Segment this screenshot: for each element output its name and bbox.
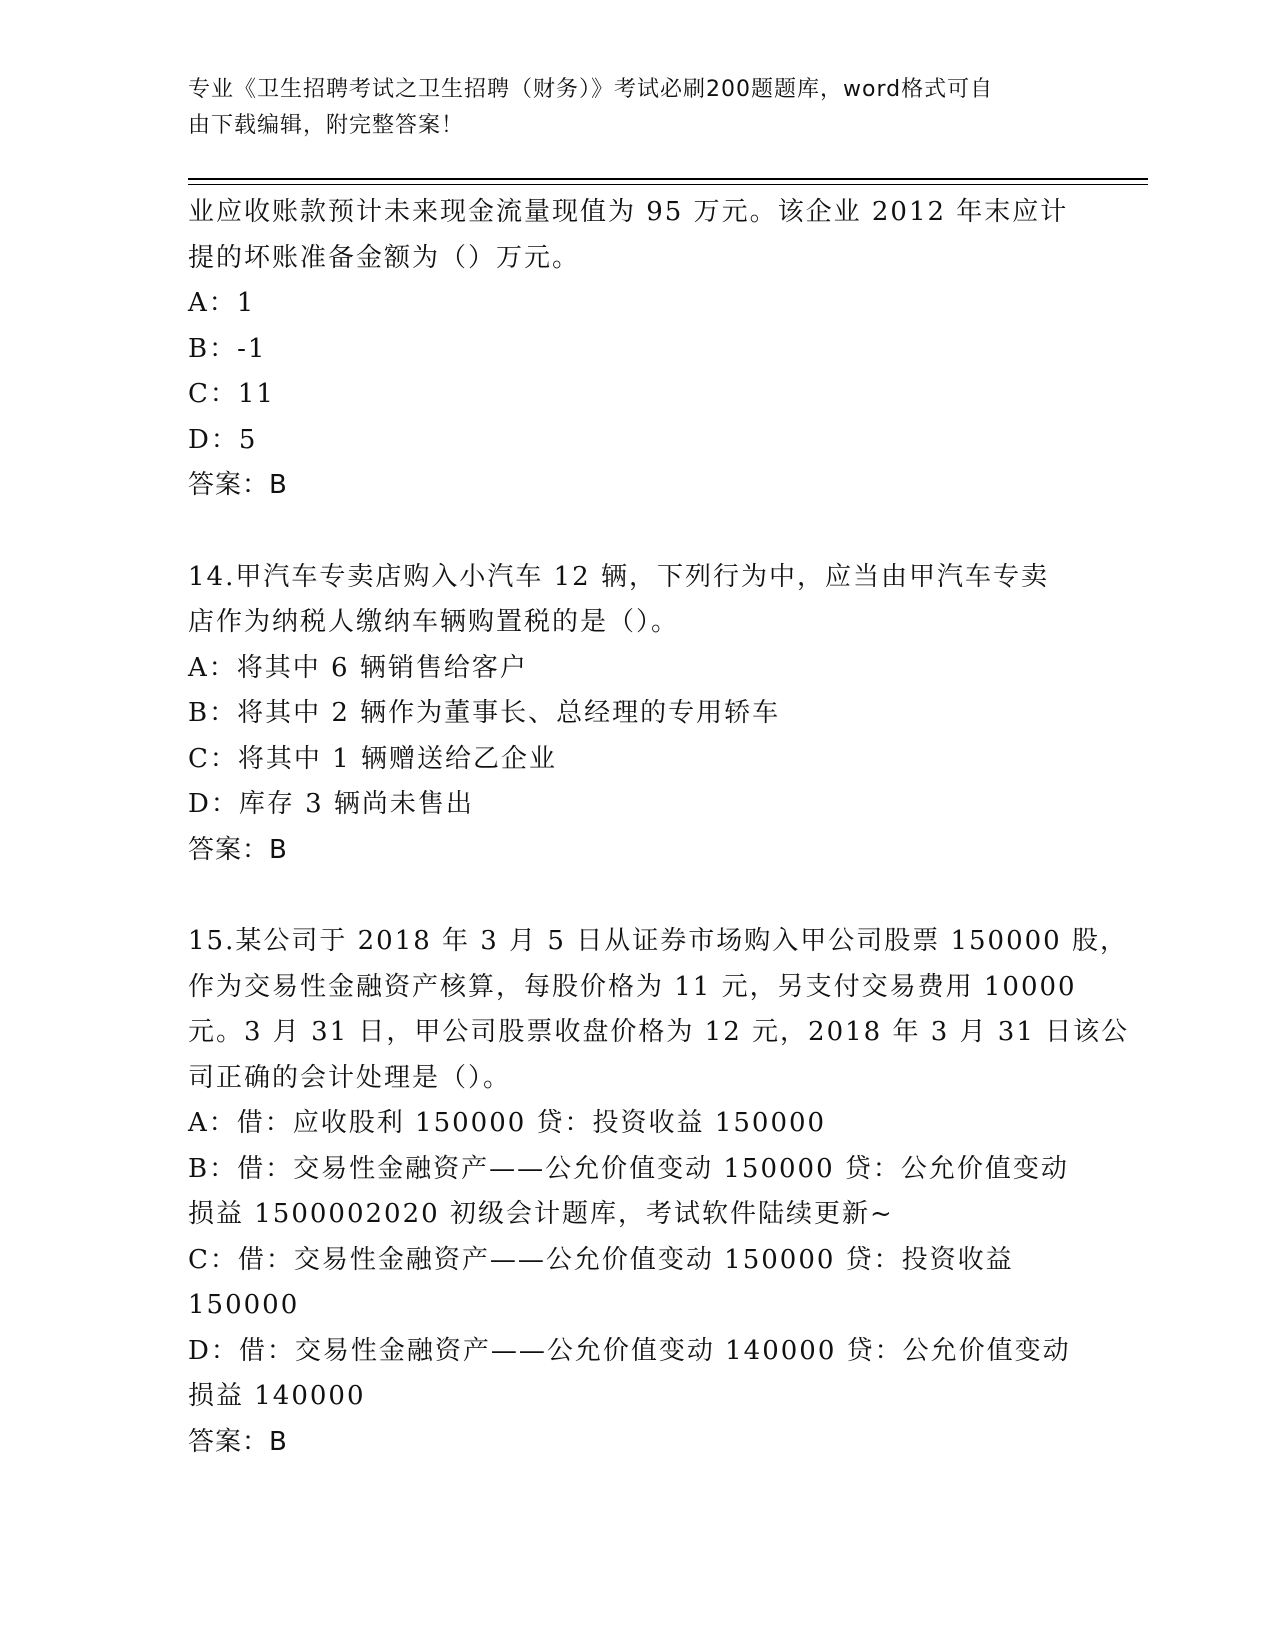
option-a: A：借：应收股利 150000 贷：投资收益 150000 xyxy=(188,1108,827,1138)
question-block xyxy=(188,555,1088,874)
question-list xyxy=(188,190,1130,1465)
question-stem-line: 司正确的会计处理是（）。 xyxy=(188,1062,512,1093)
option-b: B：将其中 2 辆作为董事长、总经理的专用轿车 xyxy=(188,698,781,728)
option-d: D：借：交易性金融资产——公允价值变动 140000 贷：公允价值变动 xyxy=(188,1335,1071,1366)
header-line-1: 专业《卫生招聘考试之卫生招聘（财务）》考试必刷200题题库，word格式可自 xyxy=(188,77,994,102)
header-divider-thin xyxy=(188,184,1148,185)
question-block xyxy=(188,190,1088,509)
document-header xyxy=(188,72,1068,144)
option-c-continued: 150000 xyxy=(188,1290,300,1320)
option-d: D：5 xyxy=(188,424,258,455)
question-stem-line: 作为交易性金融资产核算，每股价格为 11 元，另支付交易费用 10000 xyxy=(188,971,1077,1002)
question-stem-line: 15.某公司于 2018 年 3 月 5 日从证券市场购入甲公司股票 150000 股， xyxy=(188,926,1128,956)
option-d-continued: 损益 140000 xyxy=(188,1381,366,1411)
question-stem-line: 店作为纳税人缴纳车辆购置税的是（）。 xyxy=(188,607,680,637)
question-stem-line: 提的坏账准备金额为（）万元。 xyxy=(188,242,581,273)
option-a: A：将其中 6 辆销售给客户 xyxy=(188,652,528,683)
question-block xyxy=(188,919,1130,1465)
answer-line: 答案：B xyxy=(188,470,288,500)
option-c: C：11 xyxy=(188,379,275,409)
option-b-continued: 损益 1500002020 初级会计题库，考试软件陆续更新~ xyxy=(188,1199,894,1229)
question-stem-line: 14.甲汽车专卖店购入小汽车 12 辆，下列行为中，应当由甲汽车专卖 xyxy=(188,561,1049,592)
option-c: C：将其中 1 辆赠送给乙企业 xyxy=(188,743,557,774)
question-stem-line: 元。3 月 31 日，甲公司股票收盘价格为 12 元，2018 年 3 月 31 日该公 xyxy=(188,1017,1130,1047)
question-stem-line: 业应收账款预计未来现金流量现值为 95 万元。该企业 2012 年末应计 xyxy=(188,197,1069,227)
option-b: B：借：交易性金融资产——公允价值变动 150000 贷：公允价值变动 xyxy=(188,1153,1069,1184)
header-line-2: 由下载编辑，附完整答案！ xyxy=(188,113,465,138)
option-b: B：-1 xyxy=(188,333,267,364)
answer-line: 答案：B xyxy=(188,1426,288,1457)
question-spacer xyxy=(188,873,1088,919)
question-spacer xyxy=(188,509,1088,555)
option-a: A：1 xyxy=(188,288,256,318)
option-c: C：借：交易性金融资产——公允价值变动 150000 贷：投资收益 xyxy=(188,1244,1014,1275)
answer-line: 答案：B xyxy=(188,834,288,865)
header-divider-thick xyxy=(188,178,1148,180)
option-d: D：库存 3 辆尚未售出 xyxy=(188,789,474,819)
